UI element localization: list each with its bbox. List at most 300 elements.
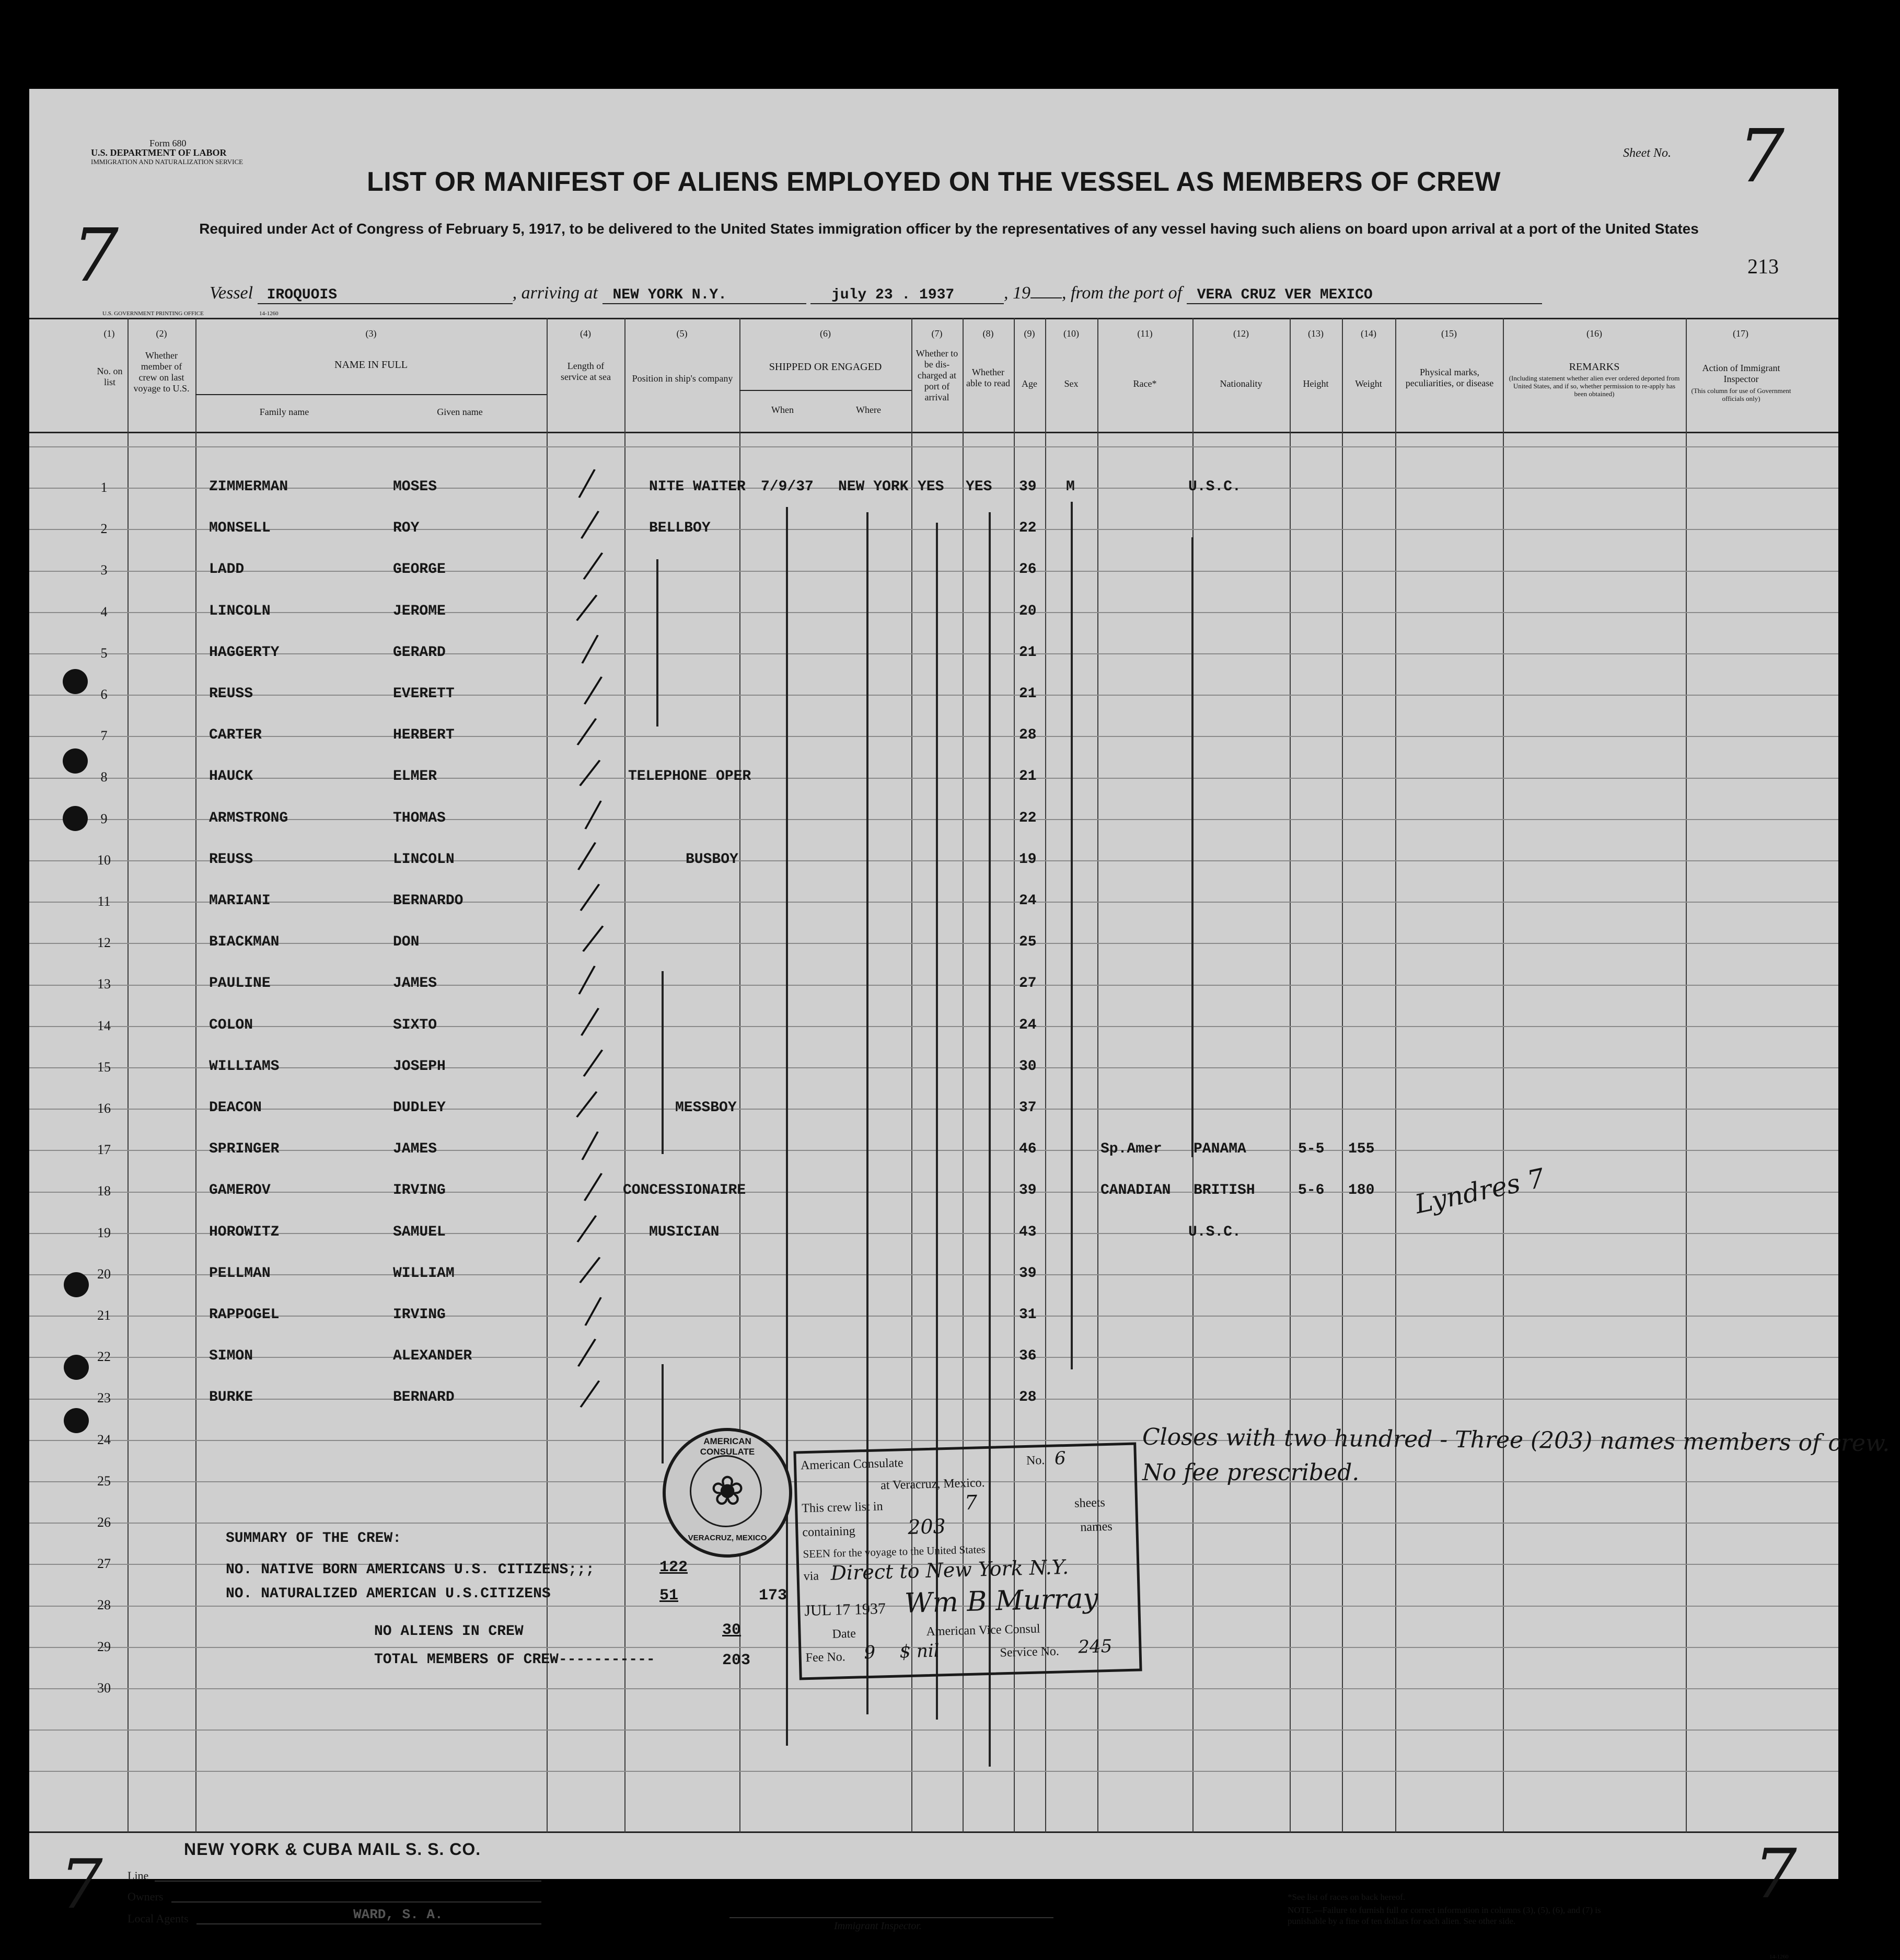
row-number: 4 bbox=[100, 604, 108, 619]
binder-hole bbox=[63, 748, 88, 774]
row-rule bbox=[29, 1233, 1838, 1234]
service-check-mark: / bbox=[573, 584, 601, 629]
family-name: SPRINGER bbox=[209, 1141, 280, 1157]
stamp-signature: Wm B Murray bbox=[904, 1583, 1099, 1620]
given-name: IRVING bbox=[393, 1182, 446, 1198]
row-number: 12 bbox=[97, 935, 111, 950]
service-check-mark: / bbox=[581, 1040, 607, 1085]
row-rule bbox=[29, 571, 1838, 572]
row-number: 1 bbox=[100, 480, 108, 495]
row-number: 6 bbox=[100, 687, 108, 702]
row-rule bbox=[29, 653, 1838, 654]
stamp-via-label: via bbox=[803, 1569, 819, 1584]
row-rule bbox=[29, 1026, 1838, 1027]
corner-mark-bottom-right: 7 bbox=[1754, 1834, 1797, 1913]
family-name: GAMEROV bbox=[209, 1182, 271, 1198]
row-number: 17 bbox=[97, 1142, 111, 1157]
stamp-no-label: No. bbox=[1026, 1454, 1045, 1468]
row-rule bbox=[29, 1357, 1838, 1358]
row-rule bbox=[29, 446, 1838, 447]
age: 28 bbox=[1019, 727, 1037, 743]
stamp-names-label: names bbox=[1080, 1519, 1113, 1535]
given-name: ALEXANDER bbox=[393, 1348, 472, 1364]
row-rule bbox=[29, 943, 1838, 944]
name-divider bbox=[195, 394, 547, 395]
given-name: SAMUEL bbox=[393, 1224, 446, 1240]
given-name: JOSEPH bbox=[393, 1058, 446, 1075]
age: 21 bbox=[1019, 644, 1037, 661]
family-name: COLON bbox=[209, 1017, 253, 1033]
col-header-position: Position in ship's company bbox=[632, 373, 733, 384]
col-num-1: (1) bbox=[103, 328, 115, 339]
given-name: DON bbox=[393, 934, 420, 950]
closing-remark: Closes with two hundred - Three (203) names members of crew. bbox=[1142, 1423, 1890, 1457]
age: 19 bbox=[1019, 851, 1037, 868]
col-num-12: (12) bbox=[1233, 328, 1249, 339]
col-header-weight: Weight bbox=[1355, 378, 1382, 389]
shipped-where: NEW YORK bbox=[838, 479, 909, 495]
row-number: 26 bbox=[97, 1515, 111, 1530]
year-label: , 19 bbox=[1004, 283, 1030, 303]
row-rule bbox=[29, 1274, 1838, 1275]
table-bottom-rule bbox=[29, 1831, 1838, 1833]
age: 21 bbox=[1019, 768, 1037, 785]
summary-native-value: 122 bbox=[659, 1559, 688, 1576]
col-num-17: (17) bbox=[1733, 328, 1748, 339]
age: 22 bbox=[1019, 810, 1037, 826]
closing-remark-2: No fee prescribed. bbox=[1142, 1459, 1360, 1486]
col-num-9: (9) bbox=[1024, 328, 1035, 339]
col-header-shipped: SHIPPED OR ENGAGED bbox=[769, 361, 882, 373]
col-num-4: (4) bbox=[580, 328, 591, 339]
vessel-line bbox=[210, 283, 1542, 304]
col-header-when: When bbox=[771, 405, 794, 415]
page-number: 213 bbox=[1747, 255, 1779, 278]
col-num-3: (3) bbox=[365, 328, 377, 339]
row-number: 22 bbox=[97, 1349, 111, 1364]
stamp-fee-value: 9 bbox=[863, 1642, 876, 1664]
header-bottom-rule bbox=[29, 432, 1838, 433]
service-check-mark: / bbox=[580, 1122, 601, 1168]
service-check-mark: / bbox=[576, 1247, 605, 1292]
service-name: IMMIGRATION AND NATURALIZATION SERVICE bbox=[91, 158, 244, 166]
footer-note-races: *See list of races on back hereof. bbox=[1288, 1892, 1406, 1902]
corner-mark-top: 7 bbox=[72, 213, 119, 298]
stamp-crew-list-label: This crew list in bbox=[801, 1500, 883, 1516]
position: BELLBOY bbox=[649, 520, 711, 536]
given-name: HERBERT bbox=[393, 727, 455, 743]
service-check-mark: / bbox=[574, 1205, 600, 1250]
service-check-mark: / bbox=[580, 915, 608, 960]
consulate-stamp bbox=[793, 1442, 1142, 1680]
family-name: HAGGERTY bbox=[209, 644, 280, 661]
row-number: 20 bbox=[97, 1266, 111, 1282]
race: Sp.Amer bbox=[1100, 1141, 1162, 1157]
given-name: ELMER bbox=[393, 768, 437, 785]
given-name: JAMES bbox=[393, 1141, 437, 1157]
position: CONCESSIONAIRE bbox=[623, 1182, 746, 1198]
service-check-mark: / bbox=[581, 543, 607, 587]
footer-owners-rule bbox=[171, 1901, 541, 1903]
binder-hole bbox=[63, 669, 88, 694]
row-number: 21 bbox=[97, 1308, 111, 1323]
service-check-mark: / bbox=[575, 1329, 599, 1375]
age: 39 bbox=[1019, 479, 1037, 495]
form-number: Form 680 bbox=[149, 138, 187, 148]
weight: 180 bbox=[1348, 1182, 1375, 1198]
age: 20 bbox=[1019, 603, 1037, 619]
given-name: BERNARDO bbox=[393, 893, 464, 909]
row-rule bbox=[29, 1109, 1838, 1110]
row-number: 13 bbox=[97, 976, 111, 991]
col-num-7: (7) bbox=[931, 328, 943, 339]
service-check-mark: / bbox=[575, 832, 599, 878]
family-name: HOROWITZ bbox=[209, 1224, 280, 1240]
height: 5-6 bbox=[1298, 1182, 1325, 1198]
position: BUSBOY bbox=[686, 851, 738, 868]
col-num-13: (13) bbox=[1308, 328, 1324, 339]
arrival-port: NEW YORK N.Y. bbox=[603, 287, 806, 304]
given-name: ROY bbox=[393, 520, 420, 536]
row-number: 9 bbox=[100, 811, 108, 826]
given-name: WILLIAM bbox=[393, 1265, 455, 1282]
stamp-via-value: Direct to New York N.Y. bbox=[830, 1555, 1069, 1585]
age: 39 bbox=[1019, 1265, 1037, 1282]
shipped-when: 7/9/37 bbox=[761, 479, 814, 495]
age: 26 bbox=[1019, 561, 1037, 578]
family-name: BIACKMAN bbox=[209, 934, 280, 950]
given-name: THOMAS bbox=[393, 810, 446, 826]
family-name: LADD bbox=[209, 561, 245, 578]
row-number: 5 bbox=[100, 645, 108, 661]
col-header-name: NAME IN FULL bbox=[334, 359, 408, 371]
arriving-label: , arriving at bbox=[512, 283, 598, 303]
col-header-discharged: Whether to be dis-charged at port of arrival bbox=[916, 348, 958, 402]
service-check-mark: / bbox=[580, 625, 601, 671]
binder-hole bbox=[64, 1272, 89, 1297]
row-rule bbox=[29, 1730, 1838, 1731]
position: TELEPHONE OPER bbox=[628, 768, 751, 785]
row-rule bbox=[29, 778, 1838, 779]
footer-company: NEW YORK & CUBA MAIL S. S. CO. bbox=[184, 1840, 481, 1859]
footer-agents-label: Local Agents bbox=[128, 1912, 189, 1925]
col-num-5: (5) bbox=[676, 328, 688, 339]
stamp-date-value: JUL 17 1937 bbox=[804, 1600, 886, 1620]
stamp-containing-label: containing bbox=[802, 1524, 856, 1540]
discharged: YES bbox=[918, 479, 944, 495]
from-label: , from the port of bbox=[1062, 283, 1183, 303]
age: 39 bbox=[1019, 1182, 1037, 1198]
nationality: U.S.C. bbox=[1188, 479, 1241, 495]
ditto-line-when bbox=[786, 507, 788, 1746]
able-to-read: YES bbox=[966, 479, 992, 495]
row-number: 23 bbox=[97, 1390, 111, 1405]
row-number: 15 bbox=[97, 1059, 111, 1075]
row-rule bbox=[29, 1688, 1838, 1689]
col-header-sex: Sex bbox=[1064, 378, 1079, 389]
summary-total-label: TOTAL MEMBERS OF CREW----------- bbox=[374, 1652, 655, 1668]
col-num-10: (10) bbox=[1063, 328, 1079, 339]
stamp-sheets-value: 7 bbox=[964, 1491, 978, 1515]
age: 36 bbox=[1019, 1348, 1037, 1364]
family-name: REUSS bbox=[209, 686, 253, 702]
footer-line-rule bbox=[155, 1881, 541, 1882]
printer-mark: U.S. GOVERNMENT PRINTING OFFICE bbox=[102, 310, 204, 317]
position: MUSICIAN bbox=[649, 1224, 720, 1240]
summary-aliens-label: NO ALIENS IN CREW bbox=[374, 1623, 524, 1640]
summary-naturalized-label: NO. NATURALIZED AMERICAN U.S.CITIZENS bbox=[226, 1586, 551, 1602]
col-header-nationality: Nationality bbox=[1220, 378, 1262, 389]
row-number: 3 bbox=[100, 562, 108, 578]
row-number: 8 bbox=[100, 769, 108, 785]
col-header-height: Height bbox=[1303, 378, 1329, 389]
row-rule bbox=[29, 1192, 1838, 1193]
inspector-note: (This column for use of Government officials only) bbox=[1691, 387, 1791, 402]
row-rule bbox=[29, 1150, 1838, 1151]
row-number: 18 bbox=[97, 1183, 111, 1198]
given-name: GEORGE bbox=[393, 561, 446, 578]
service-check-mark: / bbox=[578, 501, 603, 547]
summary-aliens-value: 30 bbox=[722, 1621, 742, 1639]
row-number: 30 bbox=[97, 1680, 111, 1696]
col-num-14: (14) bbox=[1361, 328, 1376, 339]
row-number: 14 bbox=[97, 1018, 111, 1033]
service-check-mark: / bbox=[577, 1370, 604, 1415]
age: 28 bbox=[1019, 1389, 1037, 1405]
col-header-age: Age bbox=[1022, 378, 1037, 389]
age: 22 bbox=[1019, 520, 1037, 536]
col-num-15: (15) bbox=[1441, 328, 1457, 339]
printer-code: 14-1260 bbox=[259, 310, 279, 317]
row-number: 28 bbox=[97, 1597, 111, 1612]
given-name: BERNARD bbox=[393, 1389, 455, 1405]
vessel-label: Vessel bbox=[210, 283, 253, 303]
service-check-mark: / bbox=[582, 1163, 606, 1209]
age: 21 bbox=[1019, 686, 1037, 702]
family-name: RAPPOGEL bbox=[209, 1307, 280, 1323]
stamp-service-value: 245 bbox=[1078, 1635, 1113, 1658]
stamp-names-value: 203 bbox=[907, 1515, 946, 1539]
col-header-inspector: Action of Immigrant Inspector bbox=[1702, 363, 1780, 384]
nationality: U.S.C. bbox=[1188, 1224, 1241, 1240]
age: 25 bbox=[1019, 934, 1037, 950]
row-rule bbox=[29, 529, 1838, 530]
footer-owners-label: Owners bbox=[128, 1890, 164, 1903]
row-number: 29 bbox=[97, 1639, 111, 1654]
family-name: ARMSTRONG bbox=[209, 810, 288, 826]
service-check-mark: / bbox=[574, 708, 600, 753]
nationality: BRITISH bbox=[1194, 1182, 1255, 1198]
age: 24 bbox=[1019, 893, 1037, 909]
stamp-sheets-label: sheets bbox=[1074, 1496, 1106, 1511]
ditto-line-nationality bbox=[1191, 537, 1194, 1157]
family-name: WILLIAMS bbox=[209, 1058, 280, 1075]
col-header-read: Whether able to read bbox=[966, 367, 1010, 388]
stamp-location: at Veracruz, Mexico. bbox=[880, 1476, 985, 1493]
binder-hole bbox=[64, 1355, 89, 1380]
stamp-fee-label: Fee No. bbox=[805, 1650, 846, 1665]
position: MESSBOY bbox=[675, 1100, 737, 1116]
row-rule bbox=[29, 1771, 1838, 1772]
binder-hole bbox=[64, 1408, 89, 1433]
col-header-where: Where bbox=[856, 405, 881, 415]
row-number: 27 bbox=[97, 1556, 111, 1571]
row-rule bbox=[29, 1067, 1838, 1068]
seal-text: AMERICAN CONSULATE bbox=[700, 1436, 755, 1457]
given-name: JAMES bbox=[393, 975, 437, 991]
binder-hole bbox=[63, 806, 88, 831]
age: 43 bbox=[1019, 1224, 1037, 1240]
family-name: MARIANI bbox=[209, 893, 271, 909]
page-subtitle: Required under Act of Congress of February 5, 1917, to be delivered to the United States immigration officer by the representatives of any vessel having such aliens on board upon arrival at a port of the United States bbox=[199, 221, 1699, 237]
sheet-number: 7 bbox=[1738, 114, 1785, 199]
remark-row17: Lyndres 7 bbox=[1412, 1162, 1547, 1220]
ditto-line-position-1 bbox=[656, 559, 658, 727]
row-number: 10 bbox=[97, 852, 111, 868]
given-name: IRVING bbox=[393, 1307, 446, 1323]
row-rule bbox=[29, 860, 1838, 861]
given-name: GERARD bbox=[393, 644, 446, 661]
shipped-divider bbox=[739, 390, 911, 391]
ditto-line-sex bbox=[1071, 502, 1073, 1369]
age: 30 bbox=[1019, 1058, 1037, 1075]
corner-mark-bottom-left: 7 bbox=[60, 1844, 103, 1924]
stamp-service-label: Service No. bbox=[1000, 1644, 1060, 1660]
stamp-title: American Consulate bbox=[800, 1456, 903, 1473]
stamp-date-label: Date bbox=[832, 1627, 856, 1641]
given-name: SIXTO bbox=[393, 1017, 437, 1033]
footer-agents-rule bbox=[196, 1923, 541, 1924]
footer-line-label: Line bbox=[128, 1869, 149, 1882]
col-num-8: (8) bbox=[982, 328, 994, 339]
age: 46 bbox=[1019, 1141, 1037, 1157]
row-number: 7 bbox=[100, 728, 108, 743]
service-check-mark: / bbox=[583, 1287, 605, 1333]
given-name: JEROME bbox=[393, 603, 446, 619]
manifest-page bbox=[29, 89, 1890, 1960]
col-num-6: (6) bbox=[820, 328, 831, 339]
service-check-mark: / bbox=[583, 791, 605, 837]
summary-naturalized-value: 51 bbox=[659, 1587, 679, 1605]
col-header-family: Family name bbox=[259, 407, 309, 417]
family-name: DEACON bbox=[209, 1100, 262, 1116]
footer-inspector-label: Immigrant Inspector. bbox=[834, 1920, 922, 1932]
ditto-line-position-2 bbox=[662, 971, 664, 1154]
row-rule bbox=[29, 1316, 1838, 1317]
col-num-11: (11) bbox=[1137, 328, 1153, 339]
family-name: LINCOLN bbox=[209, 603, 271, 619]
position: NITE WAITER bbox=[649, 479, 746, 495]
summary-citizens-total: 173 bbox=[759, 1587, 787, 1605]
table-top-rule bbox=[29, 318, 1838, 319]
col-header-no: No. on list bbox=[97, 366, 123, 387]
sex: M bbox=[1066, 479, 1075, 495]
col-num-2: (2) bbox=[156, 328, 167, 339]
family-name: BURKE bbox=[209, 1389, 253, 1405]
stamp-consul-label: American Vice Consul bbox=[926, 1622, 1040, 1639]
row-number: 24 bbox=[97, 1432, 111, 1447]
row-rule bbox=[29, 1399, 1838, 1400]
col-header-race: Race* bbox=[1133, 378, 1157, 389]
service-check-mark: / bbox=[578, 998, 603, 1044]
seal-city: VERACRUZ, MEXICO bbox=[688, 1534, 767, 1542]
given-name: EVERETT bbox=[393, 686, 455, 702]
service-check-mark: / bbox=[582, 666, 606, 712]
row-rule bbox=[29, 695, 1838, 696]
vessel-name: IROQUOIS bbox=[258, 287, 513, 304]
remarks-note: (Including statement whether alien ever ordered deported from United States, and if so, whether permission to re-apply has been obtained) bbox=[1509, 374, 1680, 398]
given-name: DUDLEY bbox=[393, 1100, 446, 1116]
stamp-no-value: 6 bbox=[1054, 1448, 1067, 1469]
weight: 155 bbox=[1348, 1141, 1375, 1157]
summary-title: SUMMARY OF THE CREW: bbox=[226, 1530, 402, 1547]
row-rule bbox=[29, 985, 1838, 986]
summary-total-value: 203 bbox=[722, 1652, 751, 1669]
summary-native-label: NO. NATIVE BORN AMERICANS U.S. CITIZENS;;; bbox=[226, 1562, 595, 1578]
col-header-given: Given name bbox=[437, 407, 483, 417]
eagle-icon: ❀ bbox=[710, 1468, 745, 1514]
row-number: 2 bbox=[100, 521, 108, 536]
service-check-mark: / bbox=[576, 750, 605, 794]
family-name: PAULINE bbox=[209, 975, 271, 991]
row-number: 11 bbox=[97, 894, 111, 909]
department-name: U.S. DEPARTMENT OF LABOR bbox=[91, 147, 227, 158]
age: 37 bbox=[1019, 1100, 1037, 1116]
given-name: LINCOLN bbox=[393, 851, 455, 868]
stamp-fee-amount: $ nil bbox=[899, 1640, 940, 1663]
family-name: REUSS bbox=[209, 851, 253, 868]
age: 27 bbox=[1019, 975, 1037, 991]
family-name: CARTER bbox=[209, 727, 262, 743]
arrival-date: july 23 . 1937 bbox=[810, 287, 1004, 304]
service-check-mark: / bbox=[573, 1081, 601, 1126]
service-check-mark: / bbox=[577, 874, 604, 919]
col-header-remarks: REMARKS bbox=[1569, 361, 1620, 373]
service-check-mark: / bbox=[576, 459, 598, 505]
given-name: MOSES bbox=[393, 479, 437, 495]
row-number: 19 bbox=[97, 1225, 111, 1240]
age: 31 bbox=[1019, 1307, 1037, 1323]
row-rule bbox=[29, 612, 1838, 613]
footer-agents-value: WARD, S. A. bbox=[353, 1907, 443, 1922]
col-num-16: (16) bbox=[1586, 328, 1602, 339]
height: 5-5 bbox=[1298, 1141, 1325, 1157]
departure-port: VERA CRUZ VER MEXICO bbox=[1187, 287, 1542, 304]
family-name: MONSELL bbox=[209, 520, 271, 536]
row-rule bbox=[29, 736, 1838, 737]
sheet-label: Sheet No. bbox=[1623, 146, 1671, 160]
col-header-service: Length of service at sea bbox=[561, 361, 611, 382]
stamp-seen-label: SEEN for the voyage to the United States bbox=[803, 1543, 986, 1561]
row-rule bbox=[29, 819, 1838, 820]
nationality: PANAMA bbox=[1194, 1141, 1246, 1157]
consulate-seal bbox=[663, 1428, 792, 1558]
page-title: LIST OR MANIFEST OF ALIENS EMPLOYED ON THE VESSEL AS MEMBERS OF CREW bbox=[367, 167, 1501, 197]
family-name: SIMON bbox=[209, 1348, 253, 1364]
row-number: 25 bbox=[97, 1473, 111, 1489]
race: CANADIAN bbox=[1100, 1182, 1171, 1198]
col-header-last-voyage: Whether member of crew on last voyage to U.S. bbox=[133, 350, 190, 394]
family-name: PELLMAN bbox=[209, 1265, 271, 1282]
age: 24 bbox=[1019, 1017, 1037, 1033]
family-name: HAUCK bbox=[209, 768, 253, 785]
family-name: ZIMMERMAN bbox=[209, 479, 288, 495]
col-header-physical: Physical marks, peculiarities, or disease bbox=[1405, 367, 1494, 388]
row-number: 16 bbox=[97, 1101, 111, 1116]
row-rule bbox=[29, 902, 1838, 903]
ditto-line-position-3 bbox=[662, 1364, 664, 1463]
footer-inspector-rule bbox=[729, 1917, 1053, 1918]
